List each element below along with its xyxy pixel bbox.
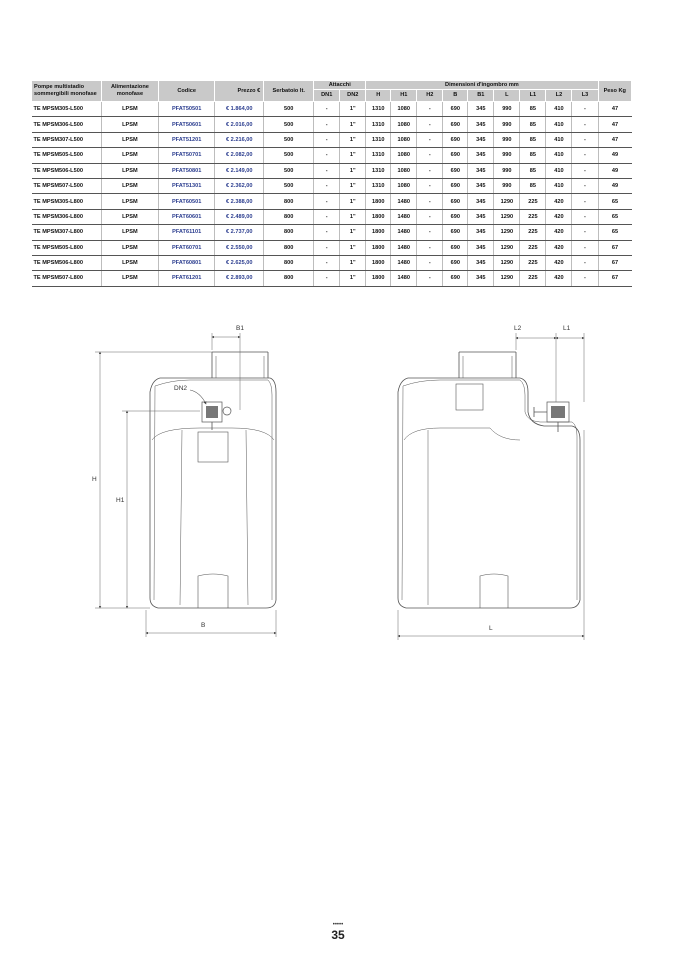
- table-cell: 67: [598, 240, 631, 255]
- table-cell: 690: [443, 225, 468, 240]
- table-cell: -: [572, 132, 598, 147]
- table-cell: 800: [264, 255, 314, 270]
- table-cell: 1290: [494, 255, 520, 270]
- front-view: [150, 352, 276, 608]
- header-tank: Serbatoio lt.: [264, 81, 314, 102]
- table-cell: -: [417, 209, 443, 224]
- table-cell: € 2.082,00: [215, 148, 264, 163]
- table-cell: TE MPSM507-L800: [32, 271, 102, 286]
- table-cell: -: [572, 240, 598, 255]
- table-cell: 225: [520, 225, 546, 240]
- table-cell: LPSM: [101, 148, 158, 163]
- table-cell: 410: [546, 163, 572, 178]
- table-cell: 1": [340, 132, 366, 147]
- header-model: Pompe multistadio sommergibili monofase: [32, 81, 102, 102]
- table-cell: 47: [598, 132, 631, 147]
- table-cell: 1": [340, 178, 366, 193]
- table-cell: € 2.216,00: [215, 132, 264, 147]
- table-cell: LPSM: [101, 240, 158, 255]
- table-cell: 1800: [366, 255, 391, 270]
- table-cell: -: [417, 225, 443, 240]
- front-dimensions: [95, 333, 276, 637]
- table-cell: LPSM: [101, 209, 158, 224]
- table-cell: -: [314, 209, 340, 224]
- table-cell: PFAT50501: [159, 102, 215, 117]
- table-cell: 1800: [366, 271, 391, 286]
- table-cell: PFAT60801: [159, 255, 215, 270]
- table-cell: 500: [264, 102, 314, 117]
- table-cell: TE MPSM306-L800: [32, 209, 102, 224]
- table-cell: 1800: [366, 225, 391, 240]
- table-cell: 85: [520, 163, 546, 178]
- table-cell: -: [417, 194, 443, 209]
- table-cell: 800: [264, 209, 314, 224]
- table-cell: -: [417, 148, 443, 163]
- table-cell: 1290: [494, 225, 520, 240]
- header-dn1: DN1: [314, 90, 340, 102]
- table-cell: -: [417, 255, 443, 270]
- table-cell: PFAT60701: [159, 240, 215, 255]
- table-cell: TE MPSM507-L500: [32, 178, 102, 193]
- table-cell: -: [572, 209, 598, 224]
- table-cell: -: [572, 194, 598, 209]
- table-cell: PFAT50701: [159, 148, 215, 163]
- table-cell: 500: [264, 132, 314, 147]
- label-l: L: [489, 625, 493, 632]
- table-cell: 1": [340, 148, 366, 163]
- table-cell: 500: [264, 117, 314, 132]
- table-cell: 1480: [391, 225, 417, 240]
- table-cell: 1290: [494, 194, 520, 209]
- header-b: B: [443, 90, 468, 102]
- footer-dots: •••••: [332, 922, 344, 928]
- table-cell: PFAT50601: [159, 117, 215, 132]
- table-cell: 800: [264, 271, 314, 286]
- table-cell: € 2.362,00: [215, 178, 264, 193]
- table-cell: € 2.388,00: [215, 194, 264, 209]
- table-cell: 420: [546, 271, 572, 286]
- table-cell: 85: [520, 132, 546, 147]
- table-cell: 225: [520, 209, 546, 224]
- table-cell: TE MPSM506-L500: [32, 163, 102, 178]
- table-cell: PFAT50801: [159, 163, 215, 178]
- table-cell: € 2.893,00: [215, 271, 264, 286]
- table-cell: 1800: [366, 194, 391, 209]
- table-cell: 345: [468, 132, 494, 147]
- table-cell: -: [314, 132, 340, 147]
- table-cell: € 2.737,00: [215, 225, 264, 240]
- table-cell: 1080: [391, 148, 417, 163]
- table-cell: 420: [546, 209, 572, 224]
- table-cell: -: [314, 225, 340, 240]
- table-cell: 410: [546, 178, 572, 193]
- table-cell: 345: [468, 178, 494, 193]
- table-cell: -: [572, 225, 598, 240]
- table-cell: -: [314, 117, 340, 132]
- table-cell: PFAT61201: [159, 271, 215, 286]
- table-cell: PFAT60601: [159, 209, 215, 224]
- table-cell: 85: [520, 102, 546, 117]
- table-cell: 1480: [391, 240, 417, 255]
- table-cell: 49: [598, 163, 631, 178]
- table-cell: 1": [340, 271, 366, 286]
- table-cell: 225: [520, 255, 546, 270]
- table-cell: 990: [494, 148, 520, 163]
- table-cell: -: [417, 132, 443, 147]
- table-cell: TE MPSM505-L800: [32, 240, 102, 255]
- table-cell: 225: [520, 271, 546, 286]
- header-dimensions: Dimensioni d'ingombro mm: [366, 81, 598, 90]
- table-cell: -: [314, 163, 340, 178]
- label-h: H: [92, 476, 97, 483]
- table-cell: LPSM: [101, 117, 158, 132]
- table-cell: -: [314, 255, 340, 270]
- header-weight: Peso Kg: [598, 81, 631, 102]
- header-h2: H2: [417, 90, 443, 102]
- table-cell: LPSM: [101, 102, 158, 117]
- table-cell: 800: [264, 240, 314, 255]
- table-cell: 1": [340, 194, 366, 209]
- label-b1: B1: [236, 325, 244, 332]
- table-cell: 690: [443, 209, 468, 224]
- table-cell: 990: [494, 102, 520, 117]
- table-cell: 690: [443, 102, 468, 117]
- table-cell: -: [314, 148, 340, 163]
- table-cell: 1310: [366, 163, 391, 178]
- table-cell: 65: [598, 194, 631, 209]
- table-cell: -: [314, 194, 340, 209]
- table-cell: 1080: [391, 102, 417, 117]
- table-cell: 345: [468, 209, 494, 224]
- table-cell: 1": [340, 225, 366, 240]
- table-cell: LPSM: [101, 132, 158, 147]
- label-h1: H1: [116, 497, 125, 504]
- table-cell: 990: [494, 117, 520, 132]
- table-cell: 1": [340, 255, 366, 270]
- table-cell: 420: [546, 194, 572, 209]
- table-cell: LPSM: [101, 163, 158, 178]
- table-cell: PFAT51301: [159, 178, 215, 193]
- table-cell: 1480: [391, 255, 417, 270]
- label-dn2: DN2: [174, 385, 188, 392]
- table-cell: 410: [546, 102, 572, 117]
- table-cell: 1": [340, 240, 366, 255]
- table-cell: 345: [468, 163, 494, 178]
- table-cell: 690: [443, 271, 468, 286]
- header-connections: Attacchi: [314, 81, 366, 90]
- table-cell: 690: [443, 117, 468, 132]
- table-cell: € 2.016,00: [215, 117, 264, 132]
- header-b1: B1: [468, 90, 494, 102]
- table-cell: PFAT61101: [159, 225, 215, 240]
- table-cell: 1310: [366, 102, 391, 117]
- table-cell: 1": [340, 163, 366, 178]
- table-cell: TE MPSM307-L500: [32, 132, 102, 147]
- table-cell: 1310: [366, 132, 391, 147]
- table-cell: -: [314, 240, 340, 255]
- table-cell: 225: [520, 240, 546, 255]
- table-cell: 1480: [391, 271, 417, 286]
- label-l1: L1: [563, 325, 571, 332]
- side-dimensions: [398, 333, 584, 640]
- table-cell: 47: [598, 102, 631, 117]
- header-code: Codice: [159, 81, 215, 102]
- header-price: Prezzo €: [215, 81, 264, 102]
- table-cell: TE MPSM305-L800: [32, 194, 102, 209]
- table-cell: 990: [494, 163, 520, 178]
- table-cell: € 2.625,00: [215, 255, 264, 270]
- table-cell: 410: [546, 132, 572, 147]
- table-cell: 500: [264, 148, 314, 163]
- table-cell: 1800: [366, 240, 391, 255]
- table-cell: 1290: [494, 271, 520, 286]
- table-cell: 345: [468, 255, 494, 270]
- table-cell: -: [314, 102, 340, 117]
- table-cell: 49: [598, 148, 631, 163]
- table-cell: 1480: [391, 209, 417, 224]
- table-cell: 690: [443, 255, 468, 270]
- table-cell: 49: [598, 178, 631, 193]
- table-cell: 1": [340, 209, 366, 224]
- table-cell: LPSM: [101, 225, 158, 240]
- table-cell: 1290: [494, 240, 520, 255]
- table-cell: PFAT51201: [159, 132, 215, 147]
- table-cell: -: [417, 178, 443, 193]
- table-cell: -: [417, 163, 443, 178]
- table-cell: 1310: [366, 148, 391, 163]
- table-cell: € 2.149,00: [215, 163, 264, 178]
- table-cell: 65: [598, 225, 631, 240]
- table-cell: 420: [546, 255, 572, 270]
- table-cell: -: [572, 271, 598, 286]
- header-l: L: [494, 90, 520, 102]
- table-cell: 800: [264, 194, 314, 209]
- table-cell: 410: [546, 148, 572, 163]
- table-cell: -: [572, 117, 598, 132]
- table-cell: 1": [340, 117, 366, 132]
- table-cell: -: [417, 117, 443, 132]
- table-cell: 1080: [391, 178, 417, 193]
- table-cell: PFAT60501: [159, 194, 215, 209]
- table-cell: 85: [520, 117, 546, 132]
- table-cell: 690: [443, 240, 468, 255]
- table-cell: 800: [264, 225, 314, 240]
- table-cell: 690: [443, 132, 468, 147]
- table-cell: 225: [520, 194, 546, 209]
- table-cell: LPSM: [101, 255, 158, 270]
- table-cell: TE MPSM305-L500: [32, 102, 102, 117]
- table-cell: 500: [264, 163, 314, 178]
- table-cell: € 2.489,00: [215, 209, 264, 224]
- table-cell: 345: [468, 225, 494, 240]
- table-cell: 1080: [391, 117, 417, 132]
- table-cell: 990: [494, 178, 520, 193]
- table-cell: LPSM: [101, 178, 158, 193]
- header-l1: L1: [520, 90, 546, 102]
- side-view: [398, 352, 580, 608]
- label-l2: L2: [514, 325, 522, 332]
- table-cell: TE MPSM506-L800: [32, 255, 102, 270]
- table-cell: 345: [468, 194, 494, 209]
- label-b: B: [201, 622, 206, 629]
- table-cell: 1480: [391, 194, 417, 209]
- table-cell: LPSM: [101, 194, 158, 209]
- table-cell: 690: [443, 194, 468, 209]
- table-cell: TE MPSM307-L800: [32, 225, 102, 240]
- table-cell: 85: [520, 178, 546, 193]
- table-cell: 500: [264, 178, 314, 193]
- header-l3: L3: [572, 90, 598, 102]
- table-cell: 85: [520, 148, 546, 163]
- table-cell: -: [314, 271, 340, 286]
- table-cell: 1310: [366, 178, 391, 193]
- table-cell: 1080: [391, 163, 417, 178]
- header-dn2: DN2: [340, 90, 366, 102]
- table-cell: 345: [468, 240, 494, 255]
- table-cell: -: [417, 240, 443, 255]
- table-cell: 420: [546, 225, 572, 240]
- table-cell: 345: [468, 117, 494, 132]
- table-cell: 1": [340, 102, 366, 117]
- table-cell: -: [572, 163, 598, 178]
- page-number: 35: [331, 928, 345, 942]
- header-power: Alimentazione monofase: [101, 81, 158, 102]
- table-cell: -: [417, 271, 443, 286]
- table-cell: LPSM: [101, 271, 158, 286]
- header-l2: L2: [546, 90, 572, 102]
- table-cell: TE MPSM306-L500: [32, 117, 102, 132]
- table-cell: -: [572, 178, 598, 193]
- table-cell: 1290: [494, 209, 520, 224]
- table-cell: -: [314, 178, 340, 193]
- table-cell: 345: [468, 102, 494, 117]
- table-cell: 345: [468, 271, 494, 286]
- table-cell: TE MPSM505-L500: [32, 148, 102, 163]
- table-cell: 47: [598, 117, 631, 132]
- table-cell: 1080: [391, 132, 417, 147]
- table-cell: 690: [443, 148, 468, 163]
- table-cell: 420: [546, 240, 572, 255]
- header-h: H: [366, 90, 391, 102]
- header-h1: H1: [391, 90, 417, 102]
- table-cell: 65: [598, 209, 631, 224]
- table-cell: € 2.550,00: [215, 240, 264, 255]
- table-cell: 67: [598, 271, 631, 286]
- table-cell: -: [572, 255, 598, 270]
- table-cell: 410: [546, 117, 572, 132]
- table-cell: 990: [494, 132, 520, 147]
- table-cell: 345: [468, 148, 494, 163]
- table-cell: 690: [443, 178, 468, 193]
- table-cell: 67: [598, 255, 631, 270]
- table-cell: € 1.864,00: [215, 102, 264, 117]
- table-cell: 1310: [366, 117, 391, 132]
- table-cell: 690: [443, 163, 468, 178]
- table-cell: -: [572, 102, 598, 117]
- table-cell: -: [417, 102, 443, 117]
- table-cell: 1800: [366, 209, 391, 224]
- table-cell: -: [572, 148, 598, 163]
